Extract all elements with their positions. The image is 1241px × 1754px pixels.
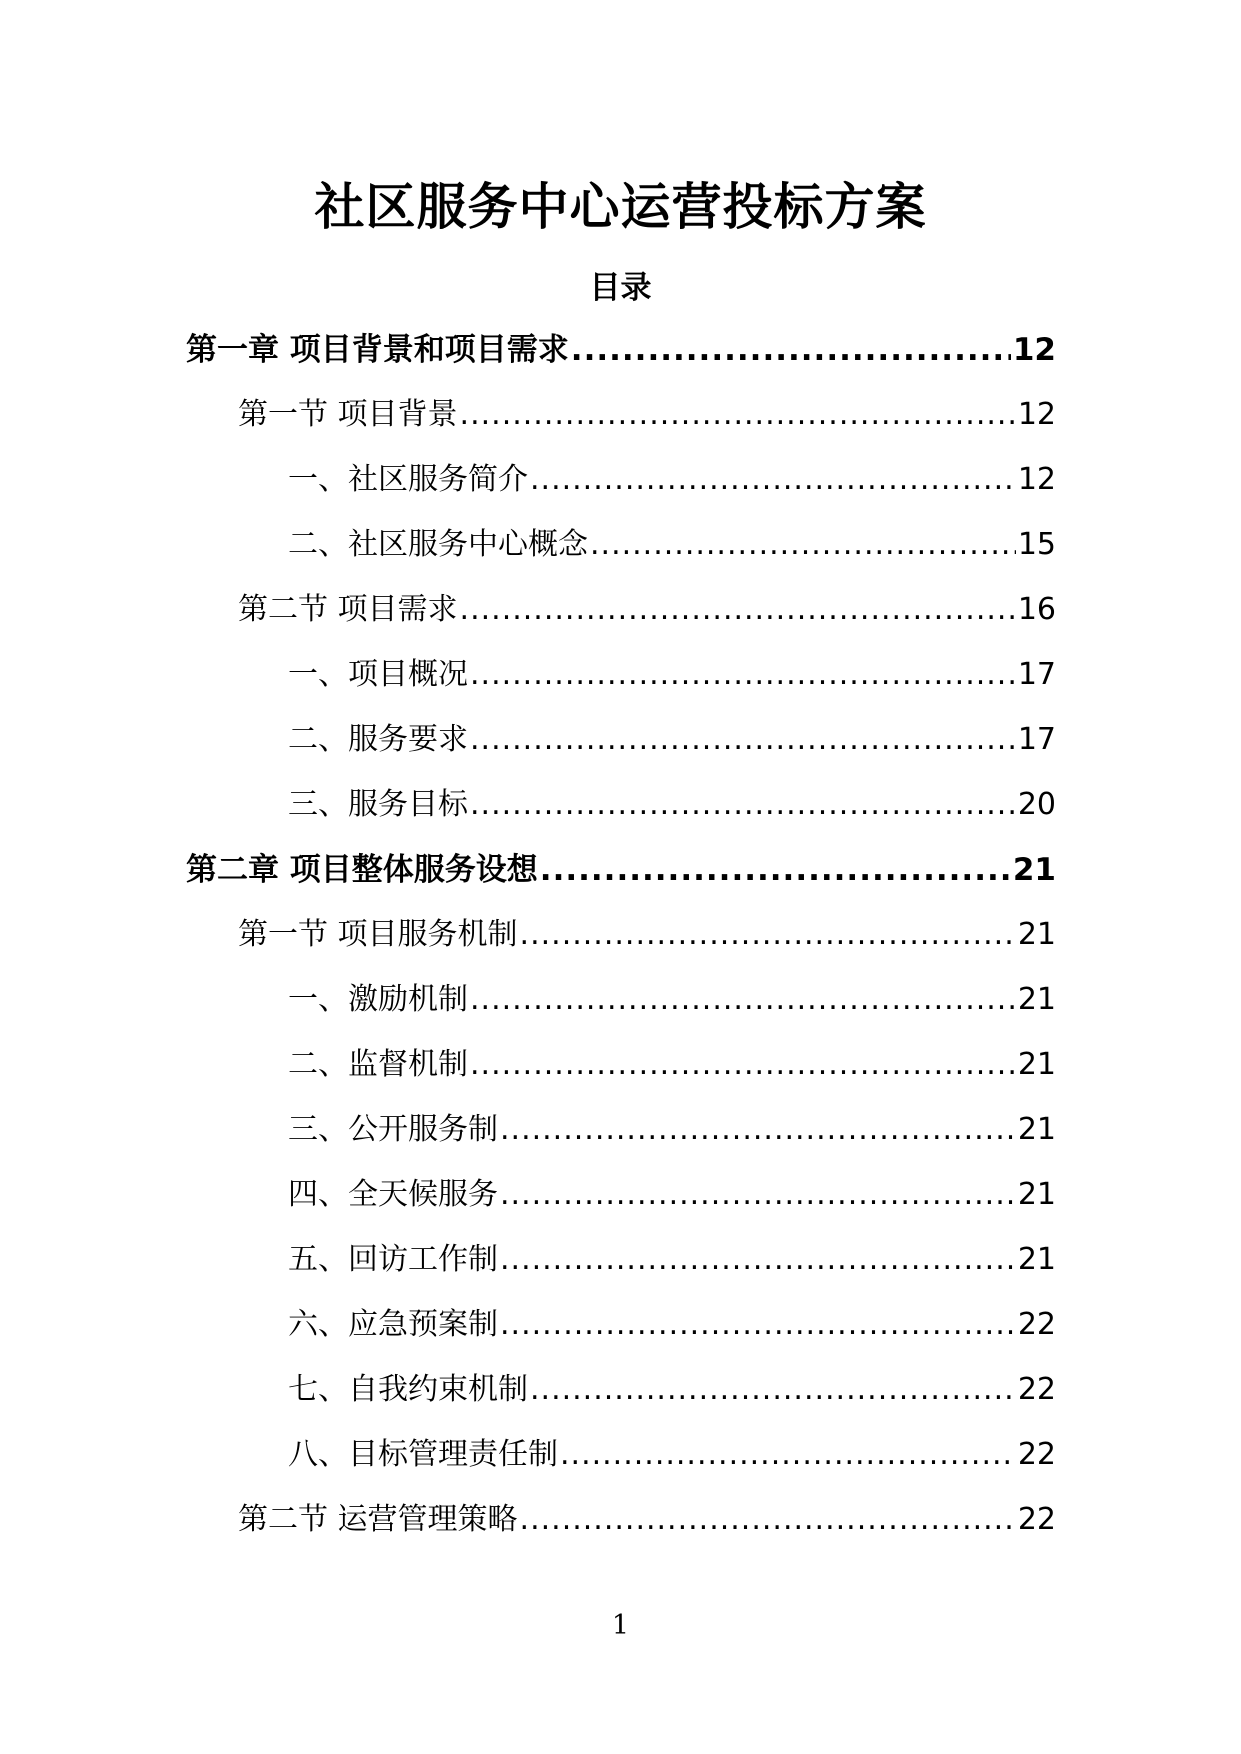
toc-entry-label: 三、服务目标	[288, 787, 468, 822]
toc-leader-dots	[470, 785, 1016, 825]
toc-entry[interactable]	[186, 330, 1056, 395]
toc-leader-dots	[470, 655, 1016, 695]
table-of-contents	[186, 330, 1056, 1565]
toc-entry-page: 21	[1012, 852, 1056, 888]
toc-entry-label: 第一节 项目服务机制	[238, 917, 518, 952]
toc-entry-label: 六、应急预案制	[288, 1307, 498, 1342]
toc-leader-dots	[530, 1370, 1016, 1410]
toc-entry-page: 22	[1017, 1502, 1056, 1537]
toc-entry-page: 12	[1012, 332, 1056, 368]
toc-entry-page: 21	[1017, 1242, 1056, 1277]
toc-leader-dots	[470, 720, 1016, 760]
toc-leader-dots	[560, 1435, 1016, 1475]
toc-entry-label: 一、社区服务简介	[288, 462, 528, 497]
toc-entry[interactable]	[186, 1435, 1056, 1500]
toc-entry-page: 12	[1017, 397, 1056, 432]
toc-entry-label: 三、公开服务制	[288, 1112, 498, 1147]
toc-entry-label: 第二章 项目整体服务设想	[186, 852, 538, 888]
toc-entry[interactable]	[186, 915, 1056, 980]
toc-entry-page: 17	[1017, 722, 1056, 757]
toc-entry-label: 第一节 项目背景	[238, 397, 458, 432]
toc-entry[interactable]	[186, 1045, 1056, 1110]
toc-leader-dots	[590, 525, 1016, 565]
toc-entry-label: 五、回访工作制	[288, 1242, 498, 1277]
toc-entry[interactable]	[186, 1370, 1056, 1435]
toc-entry-page: 21	[1017, 982, 1056, 1017]
toc-entry[interactable]	[186, 1110, 1056, 1175]
toc-entry-page: 15	[1017, 527, 1056, 562]
toc-leader-dots	[500, 1110, 1016, 1150]
toc-entry-label: 一、项目概况	[288, 657, 468, 692]
toc-entry-label: 第二节 运营管理策略	[238, 1502, 518, 1537]
document-title: 社区服务中心运营投标方案	[314, 178, 927, 236]
toc-leader-dots	[520, 915, 1016, 955]
toc-entry-label: 二、服务要求	[288, 722, 468, 757]
toc-entry[interactable]	[186, 525, 1056, 590]
toc-leader-dots	[571, 330, 1011, 370]
toc-entry-page: 22	[1017, 1437, 1056, 1472]
toc-entry[interactable]	[186, 850, 1056, 915]
toc-leader-dots	[500, 1305, 1016, 1345]
toc-entry-page: 20	[1017, 787, 1056, 822]
toc-entry[interactable]	[186, 980, 1056, 1045]
page-number: 1	[611, 1610, 630, 1641]
toc-entry[interactable]	[186, 720, 1056, 785]
toc-entry-page: 22	[1017, 1372, 1056, 1407]
toc-leader-dots	[500, 1240, 1016, 1280]
toc-entry-page: 12	[1017, 462, 1056, 497]
toc-entry[interactable]	[186, 785, 1056, 850]
toc-entry-label: 第一章 项目背景和项目需求	[186, 332, 569, 368]
toc-leader-dots	[470, 1045, 1016, 1085]
toc-heading: 目录	[589, 270, 652, 306]
toc-leader-dots	[540, 850, 1011, 890]
toc-entry[interactable]	[186, 590, 1056, 655]
toc-entry[interactable]	[186, 460, 1056, 525]
toc-entry-label: 四、全天候服务	[288, 1177, 498, 1212]
toc-leader-dots	[460, 395, 1016, 435]
toc-entry-label: 第二节 项目需求	[238, 592, 458, 627]
toc-entry-label: 二、监督机制	[288, 1047, 468, 1082]
toc-entry-label: 一、激励机制	[288, 982, 468, 1017]
toc-leader-dots	[520, 1500, 1016, 1540]
toc-entry[interactable]	[186, 655, 1056, 720]
toc-entry[interactable]	[186, 1175, 1056, 1240]
toc-entry-label: 八、目标管理责任制	[288, 1437, 558, 1472]
toc-entry-label: 七、自我约束机制	[288, 1372, 528, 1407]
toc-entry-page: 16	[1017, 592, 1056, 627]
toc-entry-page: 21	[1017, 1047, 1056, 1082]
toc-leader-dots	[470, 980, 1016, 1020]
toc-leader-dots	[530, 460, 1016, 500]
toc-entry-page: 21	[1017, 1177, 1056, 1212]
toc-entry-page: 21	[1017, 1112, 1056, 1147]
toc-entry-page: 21	[1017, 917, 1056, 952]
toc-entry[interactable]	[186, 395, 1056, 460]
toc-entry[interactable]	[186, 1500, 1056, 1565]
toc-entry-page: 22	[1017, 1307, 1056, 1342]
toc-entry[interactable]	[186, 1305, 1056, 1370]
toc-entry-label: 二、社区服务中心概念	[288, 527, 588, 562]
toc-leader-dots	[460, 590, 1016, 630]
toc-entry[interactable]	[186, 1240, 1056, 1305]
toc-entry-page: 17	[1017, 657, 1056, 692]
toc-leader-dots	[500, 1175, 1016, 1215]
